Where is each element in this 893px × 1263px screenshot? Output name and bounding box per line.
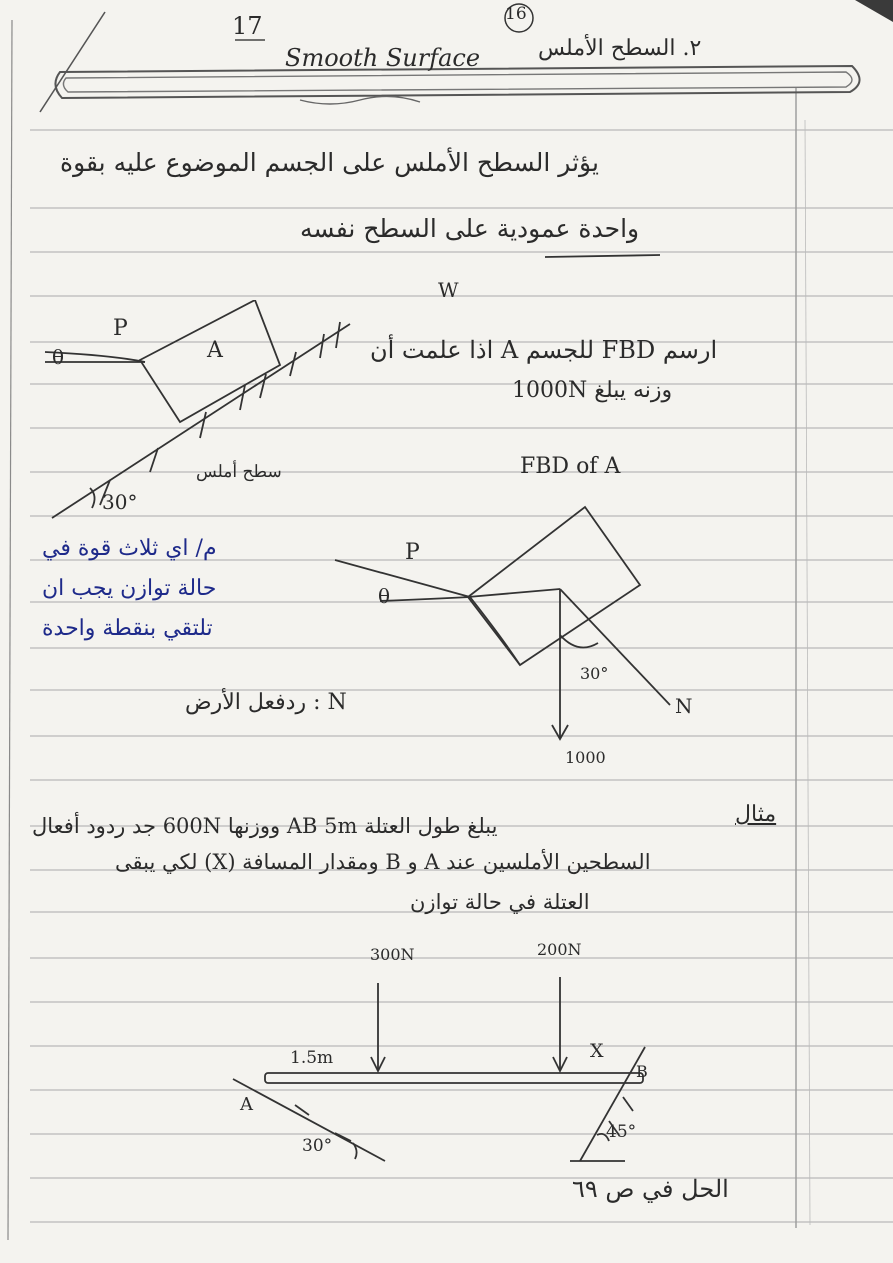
note-w: W	[438, 278, 459, 302]
p1-text-2: وزنه يبلغ 1000N	[512, 378, 673, 403]
fbd-force-label: P	[405, 540, 420, 565]
example-label: مثال	[735, 802, 777, 827]
note-line-3: تلتقي بنقطة واحدة	[42, 616, 213, 641]
p1-force-label: P	[113, 316, 128, 341]
load-2: 200N	[537, 940, 582, 959]
example-line-3: العتلة في حالة توازن	[410, 890, 590, 914]
angle-b: 45°	[606, 1122, 637, 1142]
point-a: A	[240, 1094, 253, 1115]
p1-text-1: ارسم FBD للجسم A اذا علمت أن	[370, 336, 718, 364]
p1-incline-angle: 30°	[102, 490, 138, 514]
fbd-angle: 30°	[580, 664, 609, 683]
example-line-2: السطحين الأملسين عند A و B ومقدار المسافة (X) لكي يبقى	[115, 850, 651, 874]
title-arabic: ٢. السطح الأملس	[538, 36, 702, 61]
note-line-2: حالة توازن يجب ان	[42, 576, 217, 601]
fbd-title: FBD of A	[520, 454, 621, 479]
distance-label: 1.5m	[290, 1048, 334, 1068]
point-b: B	[636, 1062, 648, 1081]
x-label: X	[590, 1040, 604, 1062]
fbd-normal-label: N	[675, 694, 693, 718]
fbd-angle-label: θ	[378, 584, 391, 608]
example-line-1: يبلغ طول العتلة AB 5m ووزنها 600N جد ردود أفعال	[32, 814, 498, 838]
normal-definition: N : ردفعل الأرض	[185, 690, 347, 715]
load-1: 300N	[370, 945, 415, 964]
note-line-1: م/ اي ثلاث قوة في	[42, 536, 217, 561]
title-english: Smooth Surface	[285, 44, 481, 72]
page-number: 17	[232, 12, 263, 40]
solution-reference: الحل في ص ٦٩	[572, 1175, 729, 1203]
intro-line-1: يؤثر السطح الأملس على الجسم الموضوع عليه بقوة	[60, 148, 599, 177]
p1-block-label: A	[207, 338, 223, 363]
incline-diagram	[40, 300, 370, 525]
fbd-diagram	[330, 505, 700, 745]
fbd-weight: 1000	[565, 748, 606, 767]
p1-surface-label: سطح أملس	[196, 462, 282, 482]
circled-number: 16	[505, 4, 527, 24]
angle-a: 30°	[302, 1136, 333, 1156]
intro-line-2: واحدة عمودية على السطح نفسه	[300, 214, 640, 243]
p1-angle-label: θ	[52, 345, 65, 369]
